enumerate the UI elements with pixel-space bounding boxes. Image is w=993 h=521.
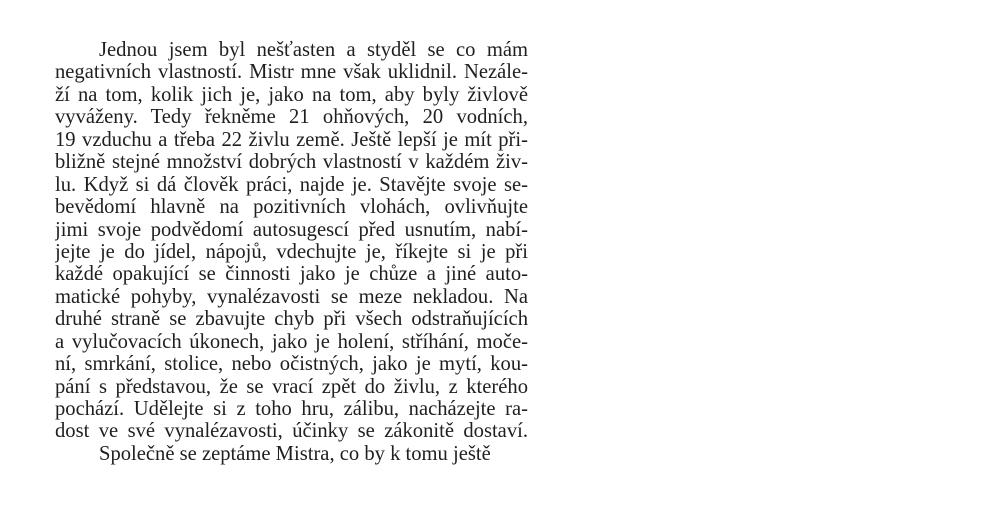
paragraph-line: dost ve své vynalézavosti, účinky se zákonitě dostaví. bbox=[55, 420, 528, 443]
paragraph-line: negativních vlastností. Mistr mne však uklidnil. Nezále- bbox=[55, 61, 528, 84]
paragraph-line: jimi svoje podvědomí autosugescí před usnutím, nabí- bbox=[55, 218, 528, 241]
paragraph-line: ží na tom, kolik jich je, jako na tom, aby byly živlově bbox=[55, 83, 528, 106]
paragraph-line: bližně stejné množství dobrých vlastností v každém živ- bbox=[55, 151, 528, 174]
body-paragraph bbox=[55, 39, 528, 476]
paragraph-line: každé opakující se činnosti jako je chůze a jiné auto- bbox=[55, 263, 528, 286]
paragraph-line: a vylučovacích úkonech, jako je holení, stříhání, moče- bbox=[55, 330, 528, 353]
paragraph-line: ní, smrkání, stolice, nebo očistných, jako je mytí, kou- bbox=[55, 353, 528, 376]
paragraph-line: vyváženy. Tedy řekněme 21 ohňových, 20 vodních, bbox=[55, 106, 528, 129]
paragraph-line: bevědomí hlavně na pozitivních vlohách, ovlivňujte bbox=[55, 196, 528, 219]
paragraph-line: pochází. Udělejte si z toho hru, zálibu, nacházejte ra- bbox=[55, 398, 528, 420]
paragraph-line-cut-off: Společně se zeptáme Mistra, co by k tomu ještě bbox=[99, 442, 491, 465]
paragraph-line: jejte je do jídel, nápojů, vdechujte je, říkejte si je při bbox=[55, 240, 528, 263]
paragraph-line: pání s představou, že se vrací zpět do živlu, z kterého bbox=[55, 375, 528, 398]
paragraph-line: matické pohyby, vynalézavosti se meze nekladou. Na bbox=[55, 285, 528, 308]
paragraph-line: lu. Když si dá člověk práci, najde je. Stavějte svoje se- bbox=[55, 173, 528, 196]
paragraph-line: Jednou jsem byl nešťasten a styděl se co mám bbox=[99, 39, 528, 61]
paragraph-line: druhé straně se zbavujte chyb při všech odstraňujících bbox=[55, 308, 528, 331]
paragraph-line: 19 vzduchu a třeba 22 živlu země. Ještě lepší je mít při- bbox=[55, 128, 528, 151]
